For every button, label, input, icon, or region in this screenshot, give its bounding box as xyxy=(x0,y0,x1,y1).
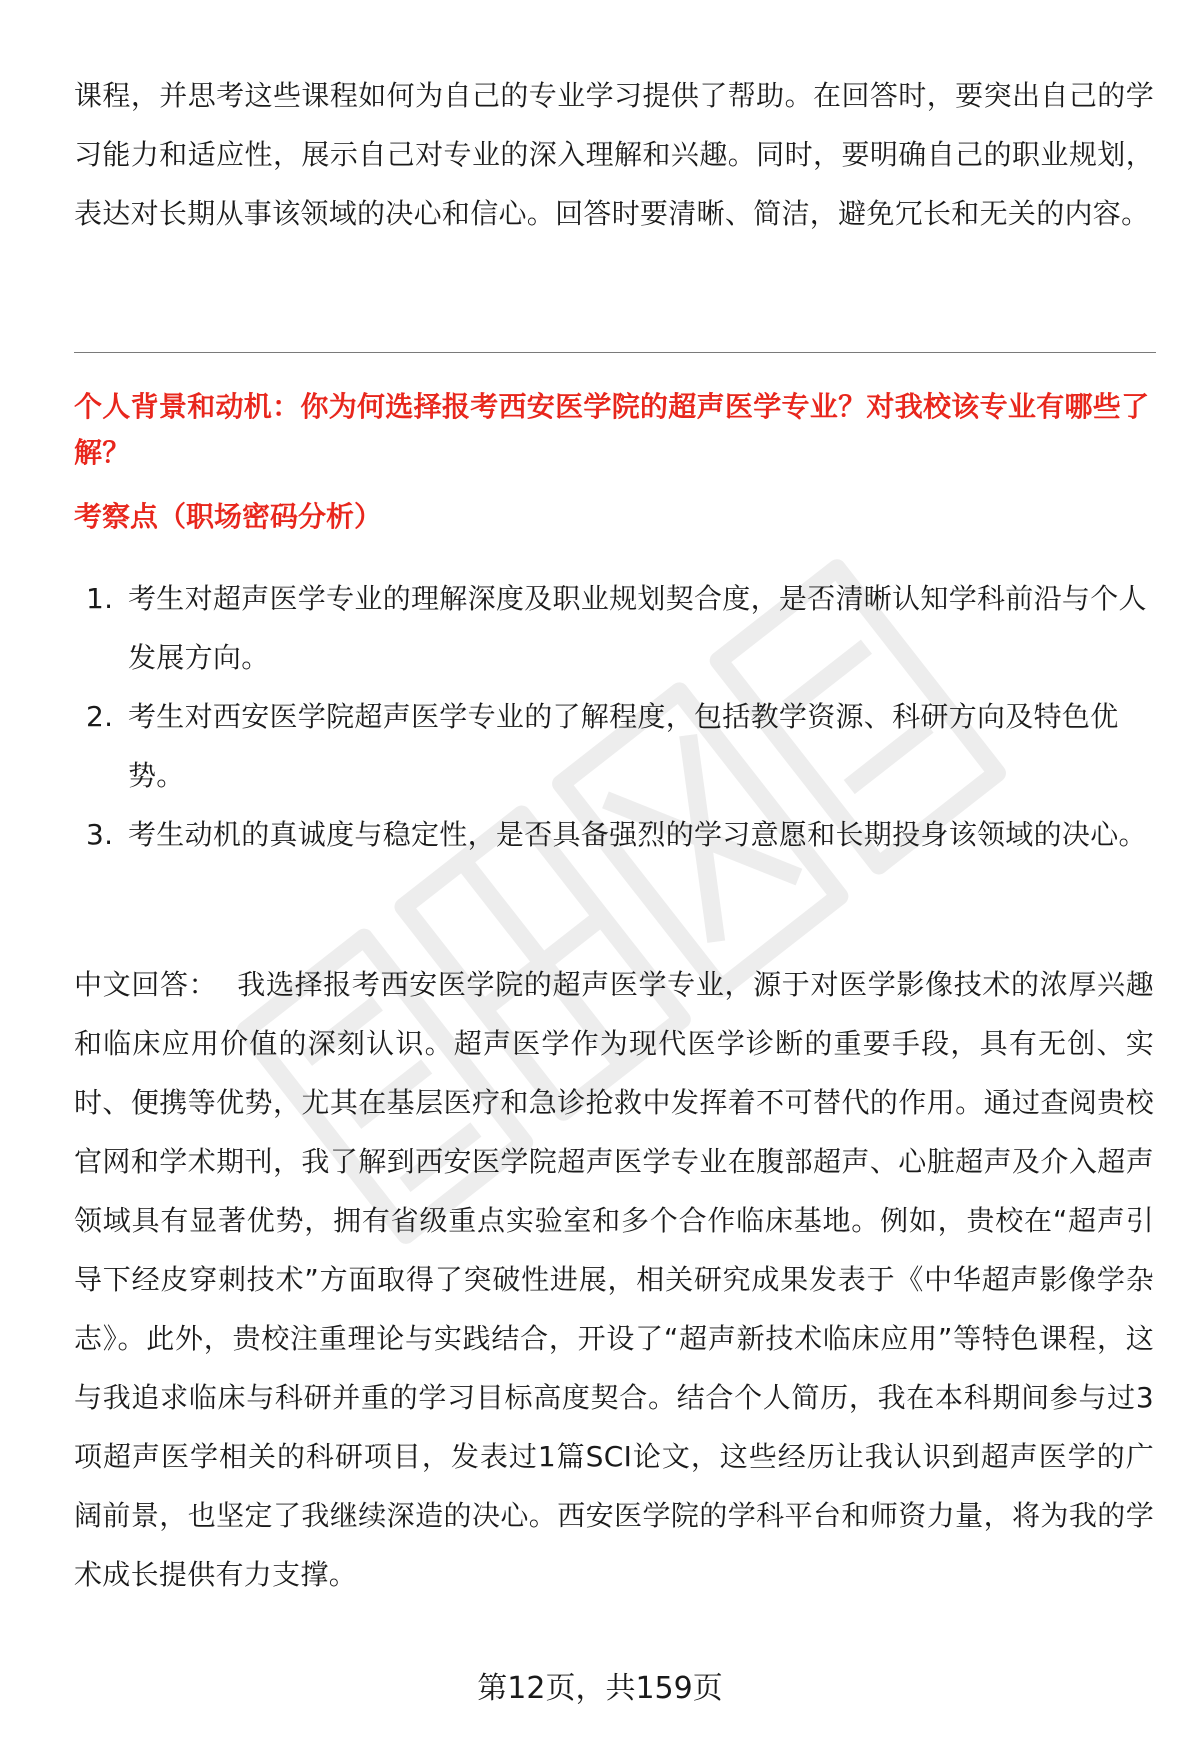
answer-paragraph xyxy=(74,955,1154,1604)
intro-paragraph: 课程，并思考这些课程如何为自己的专业学习提供了帮助。在回答时，要突出自己的学习能力和适应性，展示自己对专业的深入理解和兴趣。同时，要明确自己的职业规划，表达对长期从事该领域的决心和信心。回答时要清晰、简洁，避免冗长和无关的内容。 xyxy=(74,79,1154,230)
list-item-number: 2. xyxy=(86,700,114,733)
analysis-list xyxy=(74,569,1154,864)
question-heading: 个人背景和动机：你为何选择报考西安医学院的超声医学专业？对我校该专业有哪些了解？ xyxy=(74,390,1150,469)
list-item xyxy=(74,805,1154,864)
analysis-heading: 考察点（职场密码分析） xyxy=(74,500,383,533)
list-item-number: 3. xyxy=(86,818,114,851)
list-item-text: 考生对超声医学专业的理解深度及职业规划契合度，是否清晰认知学科前沿与个人发展方向。 xyxy=(128,582,1147,674)
answer-label: 中文回答： xyxy=(74,968,218,1001)
page-number-footer: 第12页，共159页 xyxy=(477,1671,723,1706)
list-item-text: 考生动机的真诚度与稳定性，是否具备强烈的学习意愿和长期投身该领域的决心。 xyxy=(128,818,1147,851)
list-item-number: 1. xyxy=(86,582,114,615)
list-item-text: 考生对西安医学院超声医学专业的了解程度，包括教学资源、科研方向及特色优势。 xyxy=(128,700,1119,792)
list-item xyxy=(74,687,1154,805)
list-item xyxy=(74,569,1154,687)
answer-text: 我选择报考西安医学院的超声医学专业，源于对医学影像技术的浓厚兴趣和临床应用价值的深刻认识。超声医学作为现代医学诊断的重要手段，具有无创、实时、便携等优势，尤其在基层医疗和急诊抢救中发挥着不可替代的作用。通过查阅贵校官网和学术期刊，我了解到西安医学院超声医学专业在腹部超声、心脏超声及介入超声领域具有显著优势，拥有省级重点实验室和多个合作临床基地。例如，贵校在“超声引导下经皮穿刺技术”方面取得了突破性进展，相关研究成果发表于《中华超声影像学杂志》。此外，贵校注重理论与实践结合，开设了“超声新技术临床应用”等特色课程，这与我追求临床与科研并重的学习目标高度契合。结合个人简历，我在本科期间参与过3项超声医学相关的科研项目，发表过1篇SCI论文，这些经历让我认识到超声医学的广阔前景，也坚定了我继续深造的决心。西安医学院的学科平台和师资力量，将为我的学术成长提供有力支撑。 xyxy=(74,968,1154,1591)
section-divider xyxy=(74,352,1156,353)
